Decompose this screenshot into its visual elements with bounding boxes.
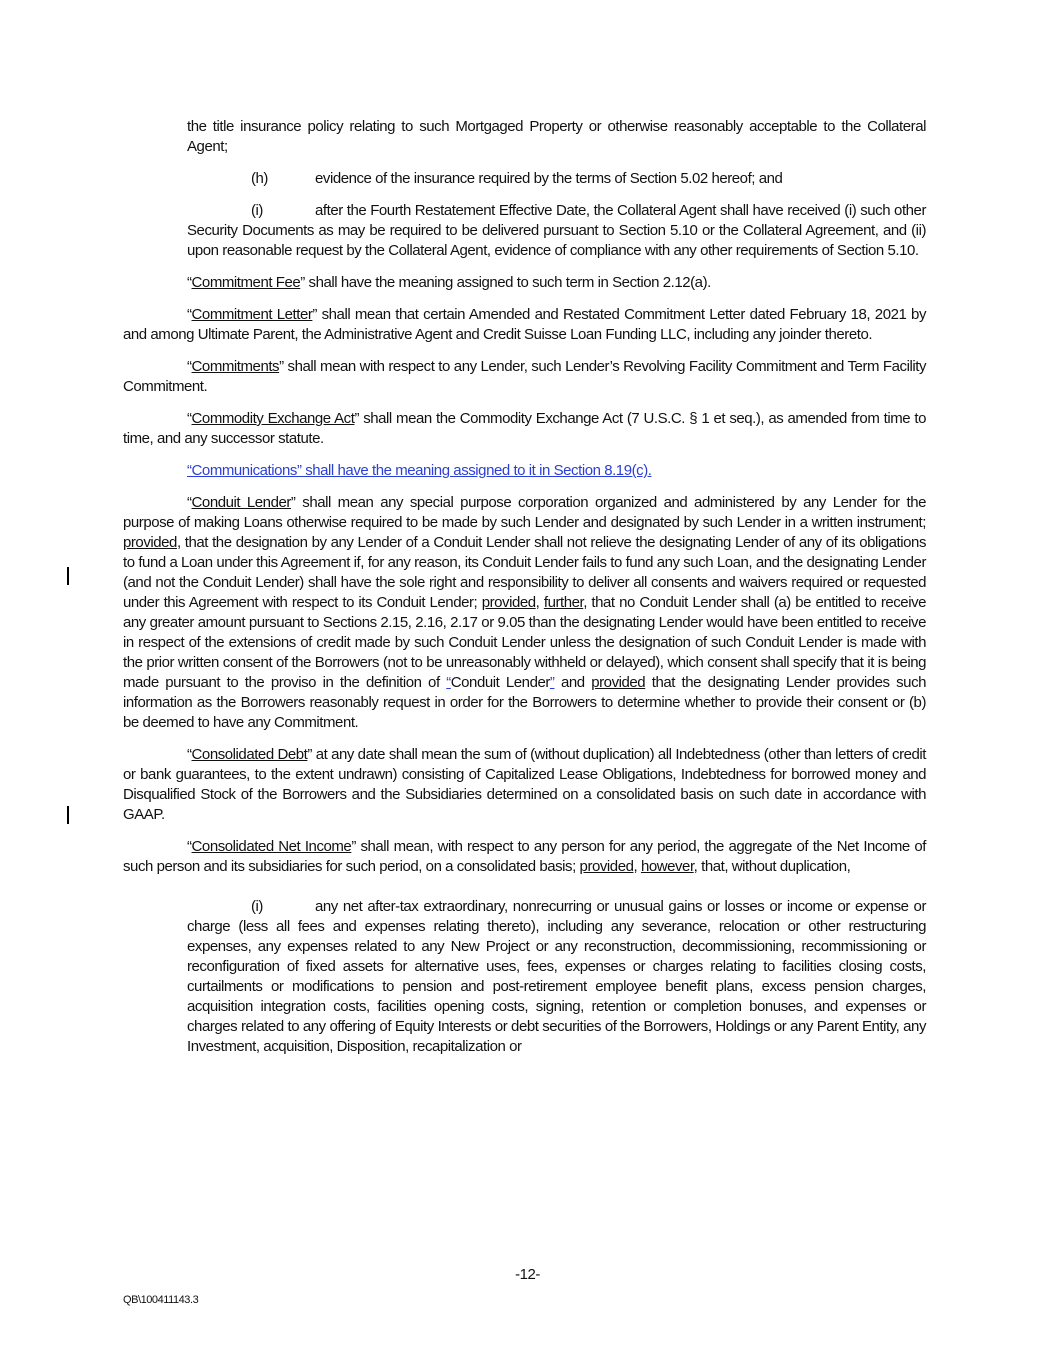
definition-commodity-exchange-act bbox=[123, 409, 926, 449]
inserted-text: “ bbox=[446, 674, 451, 691]
text: , that the designation by any Lender of a Conduit Lender shall not relieve the designating Lender of any of its obligations to fund a Loan under this Agreement if, for any reason, its Conduit Lender fails to fund any such Loan, and the designating Lender (and not the Conduit Lender) shall have the sole right and responsibility to deliver all consents and waivers required or requested under this Agreement with respect to its Conduit Lender; bbox=[123, 534, 926, 611]
definition-text: ” shall mean that certain Amended and Restated Commitment Letter dated February 18, 2021 by and among Ultimate Parent, the Administrative Agent and Credit Suisse Loan Funding LLC, including any joinder thereto. bbox=[123, 306, 926, 343]
clause-number: (i) bbox=[251, 898, 263, 915]
text: , bbox=[535, 594, 544, 611]
definition-commitment-letter bbox=[123, 305, 926, 345]
text: , that no Conduit Lender shall (a) be entitled to receive any greater amount pursuant to Sections 2.15, 2.16, 2.17 or 9.05 than the designating Lender would have been entitled to receive in respect of the extensions of credit made by such Conduit Lender unless the designation of such Conduit Lender is made with the prior written consent of the Borrowers (not to be unreasonably withheld or delayed), which consent shall specify that it is being made pursuant to the proviso in the definition of bbox=[123, 594, 927, 691]
clause-text: evidence of the insurance required by the terms of Section 5.02 hereof; and bbox=[315, 170, 783, 187]
definition-text: ” shall mean with respect to any Lender, such Lender’s Revolving Facility Commitment and Term Facility Commitment. bbox=[123, 358, 926, 395]
paragraph-continuation: the title insurance policy relating to such Mortgaged Property or otherwise reasonably acceptable to the Collateral Agent; bbox=[187, 118, 926, 155]
defined-term: Commodity Exchange Act bbox=[191, 410, 355, 427]
clause-number: (h) bbox=[251, 170, 268, 187]
definition-consolidated-net-income bbox=[123, 837, 926, 877]
page-number: -12- bbox=[515, 1266, 540, 1283]
text: that the designating Lender provides such information as the Borrowers reasonably request in order for the Borrowers to determine whether to provide their consent or (b) be deemed to have any Commitment. bbox=[123, 674, 927, 731]
text: and bbox=[554, 674, 592, 691]
quote: “ bbox=[187, 746, 192, 763]
clause-i bbox=[187, 201, 926, 261]
quote: “ bbox=[187, 410, 192, 427]
change-bar bbox=[67, 567, 69, 585]
definition-commitment-fee bbox=[123, 273, 926, 293]
emphasis: provided bbox=[123, 534, 177, 551]
defined-term: Consolidated Debt bbox=[191, 746, 308, 763]
quote: “ bbox=[187, 274, 192, 291]
defined-term: Conduit Lender bbox=[191, 494, 291, 511]
text: , that, without duplication, bbox=[693, 858, 851, 875]
definition-text: ” shall mean the Commodity Exchange Act (7 U.S.C. § 1 et seq.), as amended from time to time, and any successor statute. bbox=[123, 410, 926, 447]
clause-h bbox=[187, 169, 926, 189]
clause-cni-i bbox=[187, 897, 926, 1057]
emphasis: provided bbox=[591, 674, 646, 691]
inserted-text: “Communications” shall have the meaning assigned to it in Section 8.19(c). bbox=[187, 462, 652, 479]
text: , bbox=[633, 858, 641, 875]
definition-consolidated-debt bbox=[123, 745, 926, 825]
clause-text: any net after-tax extraordinary, nonrecurring or unusual gains or losses or income or expense or charge (less all fees and expenses relating thereto), including any severance, relocation or other restructuring expenses, any expenses related to any New Project or any reconstruction, decommissioning, recommissioning or reconfiguration of fixed assets for alternative uses, fees, expenses or charges relating to facilities closing costs, curtailments or modifications to pension and post-retirement employee benefit plans, excess pension charges, acquisition integration costs, facilities opening costs, signing, retention or completion bonuses, and expenses or charges related to any offering of Equity Interests or debt securities of the Borrowers, Holdings or any Parent Entity, any Investment, acquisition, Disposition, recapitalization or bbox=[187, 898, 926, 1055]
definition-text: ” shall have the meaning assigned to such term in Section 2.12(a). bbox=[300, 274, 711, 291]
emphasis: however bbox=[640, 858, 694, 875]
text: ” shall mean, with respect to any person for any period, the aggregate of the Net Income of such person and its subsidiaries for such period, on a consolidated basis; bbox=[123, 838, 926, 875]
text: ” shall mean any special purpose corporation organized and administered by any Lender for the purpose of making Loans otherwise required to be made by such Lender and designated by such Lender in a written instrument; bbox=[123, 494, 926, 531]
emphasis: further bbox=[543, 594, 584, 611]
inserted-text: ” bbox=[549, 674, 555, 691]
emphasis: provided bbox=[579, 858, 634, 875]
defined-term: Commitments bbox=[191, 358, 280, 375]
clause-text: after the Fourth Restatement Effective Date, the Collateral Agent shall have received (i) such other Security Documents as may be required to be delivered pursuant to Section 5.10 or the Collateral Agreement, and (ii) upon reasonable request by the Collateral Agent, evidence of compliance with any other requirements of Section 5.10. bbox=[187, 202, 926, 259]
definition-communications-insertion bbox=[123, 461, 926, 481]
document-id-footer: QB\100411143.3 bbox=[123, 1294, 199, 1306]
definition-commitments bbox=[123, 357, 926, 397]
quote: “ bbox=[187, 306, 192, 323]
quote: “ bbox=[187, 494, 192, 511]
change-bar bbox=[67, 806, 69, 824]
text: Conduit Lender bbox=[450, 674, 550, 691]
quote: “ bbox=[187, 838, 192, 855]
defined-term: Commitment Fee bbox=[191, 274, 301, 291]
defined-term: Commitment Letter bbox=[191, 306, 313, 323]
quote: “ bbox=[187, 358, 192, 375]
definition-text: ” at any date shall mean the sum of (without duplication) all Indebtedness (other than letters of credit or bank guarantees, to the extent undrawn) consisting of Capitalized Lease Obligations, Indebtedness for borrowed money and Disqualified Stock of the Borrowers and the Subsidiaries determined on a consolidated basis on such date in accordance with GAAP. bbox=[123, 746, 927, 823]
defined-term: Consolidated Net Income bbox=[191, 838, 352, 855]
emphasis: provided bbox=[481, 594, 536, 611]
definition-conduit-lender bbox=[123, 493, 926, 733]
clause-number: (i) bbox=[251, 202, 263, 219]
